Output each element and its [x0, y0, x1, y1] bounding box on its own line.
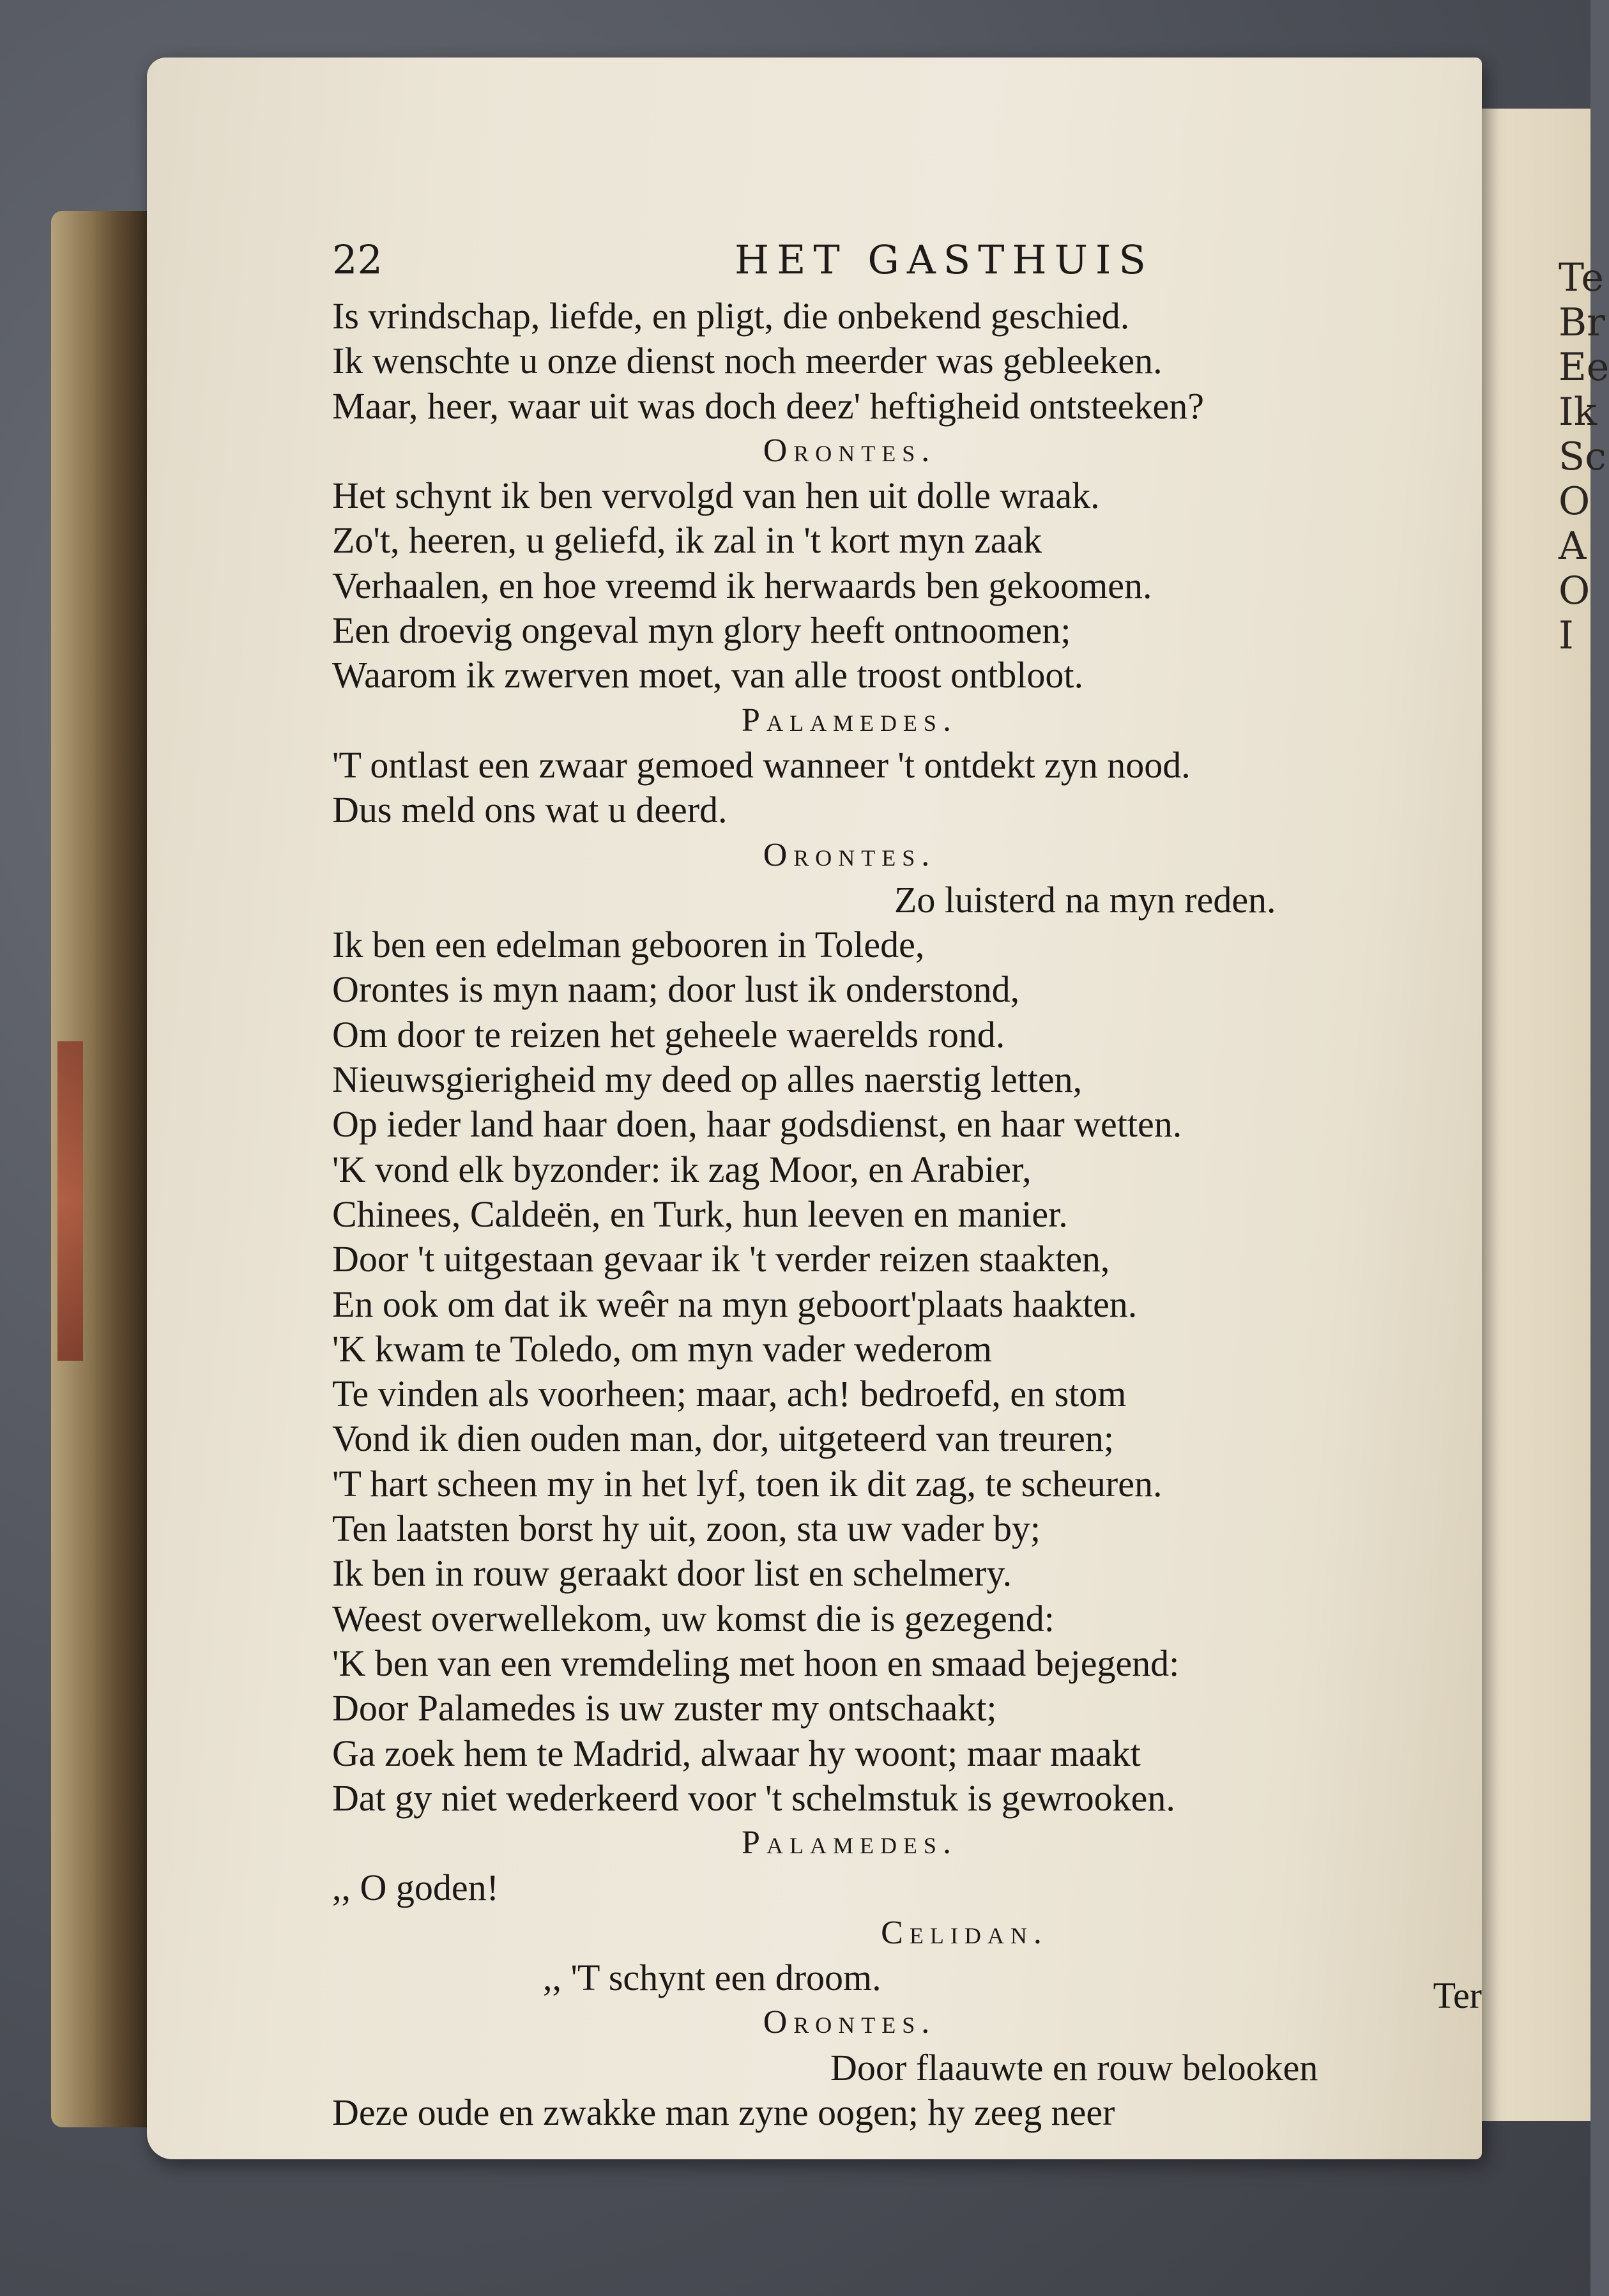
facing-page-letters: Ik [1559, 390, 1598, 434]
speaker-name: Celidan. [881, 1914, 1048, 1951]
facing-page-letters: O [1559, 479, 1590, 524]
verse-line: Ten laatsten borst hy uit, zoon, sta uw vader by; [332, 1508, 1041, 1550]
facing-page-letters: Sc [1559, 434, 1606, 479]
verse-line: Waarom ik zwerven moet, van alle troost ontbloot. [332, 654, 1083, 696]
verse-line: Door Palamedes is uw zuster my ontschaakt; [332, 1687, 997, 1729]
verse-line: 'T ontlast een zwaar gemoed wanneer 't ontdekt zyn nood. [332, 744, 1191, 786]
speaker-name: Orontes. [763, 836, 936, 873]
verse-line: Deze oude en zwakke man zyne oogen; hy zeeg neer [332, 2091, 1115, 2133]
page-text-block [332, 211, 1578, 2135]
verse-line: Chinees, Caldeën, en Turk, hun leeven en manier. [332, 1193, 1068, 1235]
verse-text [332, 294, 1578, 2135]
facing-page-letters: Te [1559, 256, 1604, 300]
verse-line: Door flaauwte en rouw belooken [830, 2046, 1318, 2088]
verse-line: Dat gy niet wederkeerd voor 't schelmstuk is gewrooken. [332, 1777, 1175, 1819]
verse-line: ,, 'T schynt een droom. [543, 1956, 881, 1998]
verse-line: Op ieder land haar doen, haar godsdienst, en haar wetten. [332, 1103, 1182, 1145]
verse-line: Een droevig ongeval myn glory heeft ontnoomen; [332, 609, 1071, 652]
speaker-name: Palamedes. [742, 701, 957, 739]
verse-line: Door 't uitgestaan gevaar ik 't verder reizen staakten, [332, 1238, 1110, 1280]
page-number: 22 [332, 236, 383, 283]
speaker-name: Orontes. [763, 432, 936, 469]
verse-line: Ik ben een edelman gebooren in Tolede, [332, 924, 925, 966]
facing-page-letters: I [1559, 613, 1574, 658]
verse-line: Zo't, heeren, u geliefd, ik zal in 't kort myn zaak [332, 519, 1042, 562]
verse-line: Om door te reizen het geheele waerelds rond. [332, 1013, 1005, 1055]
catchword: Ter [1433, 1975, 1482, 2016]
running-head: HET GASTHUIS [735, 236, 1154, 283]
speaker-name: Palamedes. [742, 1825, 957, 1862]
verse-line: Orontes is myn naam; door lust ik onderstond, [332, 968, 1020, 1011]
verse-line: 'K ben van een vremdeling met hoon en smaad bejegend: [332, 1642, 1180, 1684]
book-spine-edge [51, 211, 147, 2127]
facing-page-letters: O [1559, 569, 1590, 613]
verse-line: En ook om dat ik weêr na myn geboort'plaats haakten. [332, 1283, 1138, 1325]
verse-line: Nieuwsgierigheid my deed op alles naerstig letten, [332, 1059, 1083, 1101]
verse-line: Weest overwellekom, uw komst die is gezegend: [332, 1597, 1055, 1639]
facing-page-letters: A [1559, 524, 1587, 569]
verse-line: Zo luisterd na myn reden. [894, 878, 1276, 921]
page-header [332, 211, 1578, 294]
verse-line: Ik wenschte u onze dienst noch meerder was gebleeken. [332, 340, 1163, 382]
verse-line: 'K kwam te Toledo, om myn vader wederom [332, 1328, 992, 1370]
book-page [147, 57, 1482, 2159]
verse-line: 'T hart scheen my in het lyf, toen ik dit zag, te scheuren. [332, 1462, 1163, 1504]
verse-line: Te vinden als voorheen; maar, ach! bedroefd, en stom [332, 1373, 1127, 1415]
verse-line: ,, O goden! [332, 1867, 499, 1909]
facing-page-letters: Br [1559, 300, 1605, 345]
verse-line: Ik ben in rouw geraakt door list en schelmery. [332, 1552, 1012, 1595]
verse-line: Dus meld ons wat u deerd. [332, 789, 728, 831]
verse-line: Het schynt ik ben vervolgd van hen uit dolle wraak. [332, 475, 1100, 517]
verse-line: Is vrindschap, liefde, en pligt, die onbekend geschied. [332, 295, 1130, 337]
verse-line: Vond ik dien ouden man, dor, uitgeteerd van treuren; [332, 1418, 1114, 1460]
speaker-name: Orontes. [763, 2004, 936, 2041]
verse-line: Ga zoek hem te Madrid, alwaar hy woont; maar maakt [332, 1732, 1141, 1774]
facing-page-letters: Ee [1559, 345, 1609, 390]
verse-line: 'K vond elk byzonder: ik zag Moor, en Arabier, [332, 1148, 1032, 1190]
verse-line: Maar, heer, waar uit was doch deez' heftigheid ontsteeken? [332, 385, 1204, 427]
verse-line: Verhaalen, en hoe vreemd ik herwaards ben gekoomen. [332, 564, 1152, 606]
